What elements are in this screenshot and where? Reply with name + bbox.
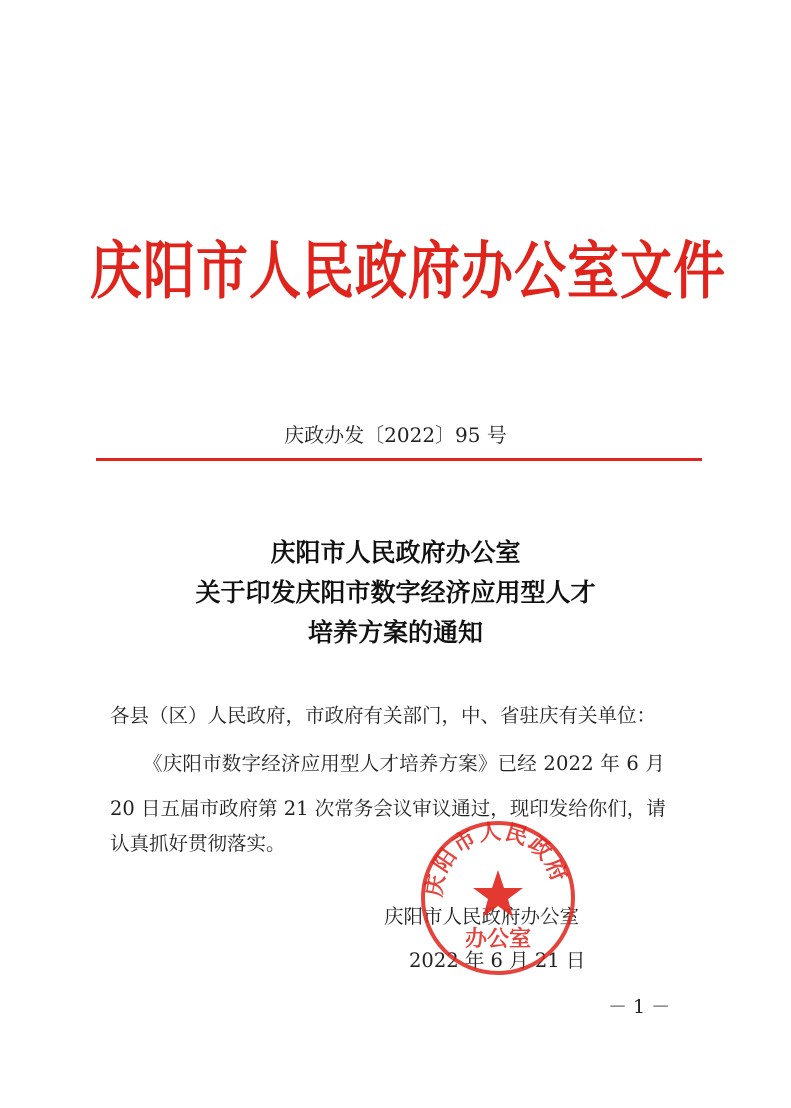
red-divider-line bbox=[96, 458, 702, 461]
body-paragraph-line-1: 《庆阳市数字经济应用型人才培养方案》已经 2022 年 6 月 bbox=[143, 752, 666, 775]
page-number: － 1 － bbox=[608, 996, 671, 1018]
body-paragraph-line-2: 20 日五届市政府第 21 次常务会议审议通过，现印发给你们，请 bbox=[110, 797, 666, 820]
red-header-title: 庆阳市人民政府办公室文件 bbox=[90, 234, 727, 308]
document-number: 庆政办发〔2022〕95 号 bbox=[284, 423, 507, 447]
official-seal-icon bbox=[418, 818, 578, 978]
document-title-line-3: 培养方案的通知 bbox=[307, 618, 483, 647]
svg-text:办公室: 办公室 bbox=[464, 926, 532, 952]
body-paragraph-line-3: 认真抓好贯彻落实。 bbox=[110, 832, 286, 855]
document-title bbox=[0, 533, 791, 653]
document-title-line-2: 关于印发庆阳市数字经济应用型人才 bbox=[195, 578, 596, 607]
addressee-line: 各县（区）人民政府，市政府有关部门，中、省驻庆有关单位： bbox=[110, 704, 657, 727]
svg-text:庆阳市人民政府: 庆阳市人民政府 bbox=[421, 818, 573, 899]
issue-date: 2022 年 6 月 21 日 bbox=[409, 949, 586, 972]
document-title-line-1: 庆阳市人民政府办公室 bbox=[270, 538, 521, 567]
issuer-signature: 庆阳市人民政府办公室 bbox=[384, 905, 580, 928]
